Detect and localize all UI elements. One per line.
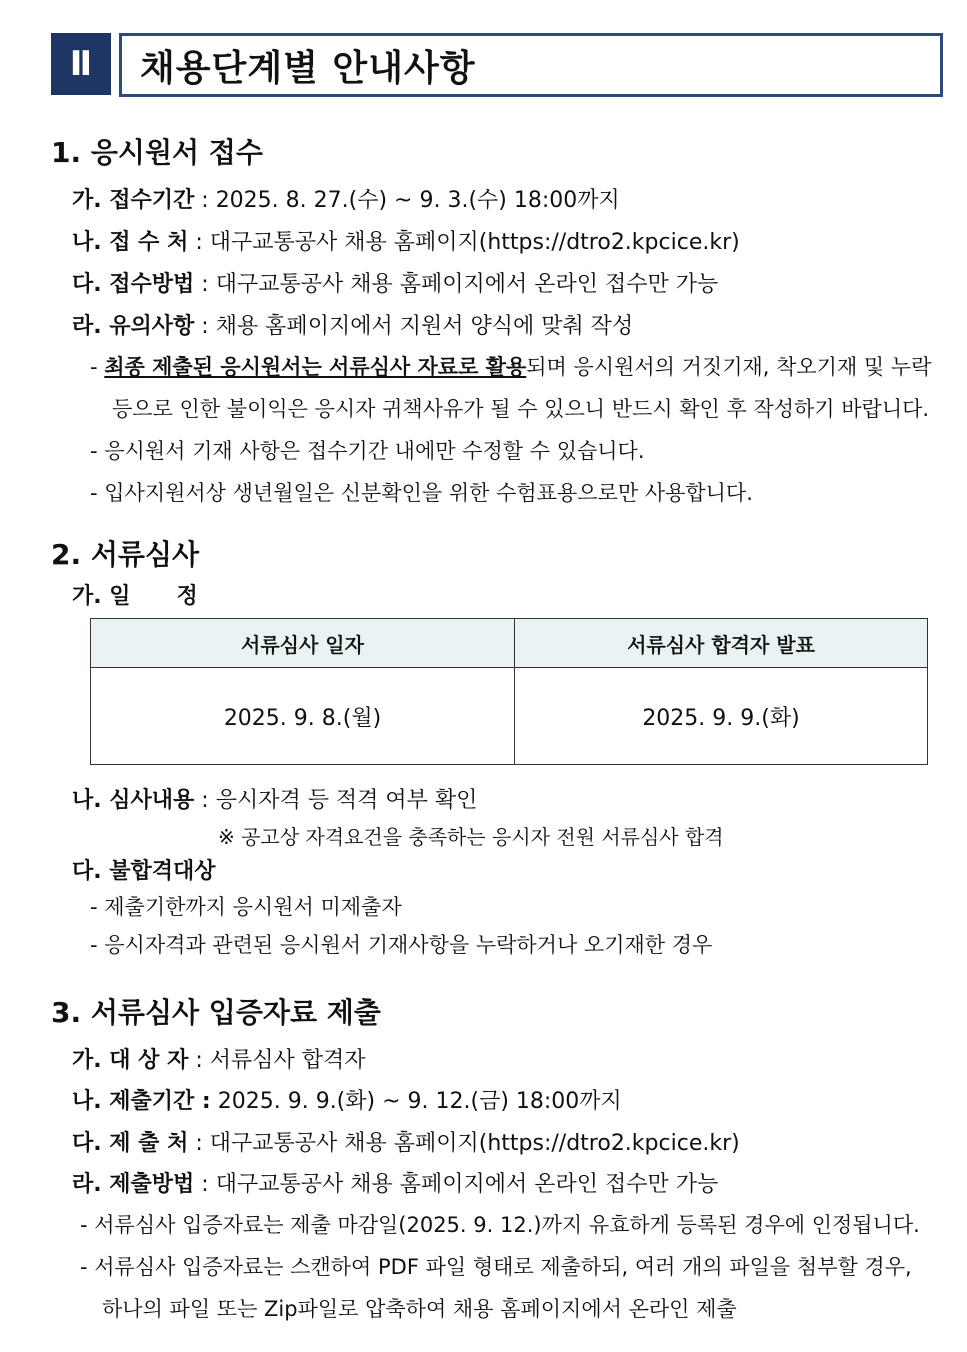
s1-bullet-1 [90, 351, 931, 381]
s1-item-notes-label: 라. 유의사항 [72, 314, 195, 339]
s1-item-method-text: 대구교통공사 채용 홈페이지에서 온라인 접수만 가능 [215, 272, 719, 297]
sep: : [188, 1048, 210, 1073]
table-header-row [91, 619, 928, 668]
s1-item-period-label: 가. 접수기간 [72, 188, 195, 213]
s3-item-period [72, 1084, 622, 1115]
s1-item-notes [72, 309, 633, 340]
s1-item-notes-text: 채용 홈페이지에서 지원서 양식에 맞춰 작성 [215, 314, 634, 339]
table-row [91, 668, 928, 765]
s2-schedule-label: 가. 일 정 [72, 584, 198, 609]
s3-heading: 3. 서류심사 입증자료 제출 [51, 996, 381, 1029]
table-header: 서류심사 합격자 발표 [515, 619, 928, 668]
s3-item-method-label: 라. 제출방법 [72, 1172, 195, 1197]
sep: : [194, 272, 216, 297]
s3-item-place-text: 대구교통공사 채용 홈페이지(https://dtro2.kpcice.kr) [209, 1131, 740, 1156]
s3-bullet-1: - 서류심사 입증자료는 제출 마감일(2025. 9. 12.)까지 유효하게 등록된 경우에 인정됩니다. [80, 1213, 920, 1237]
s2-fail-item: - 응시자격과 관련된 응시원서 기재사항을 누락하거나 오기재한 경우 [90, 933, 713, 957]
s2-content-text: 응시자격 등 적격 여부 확인 [215, 788, 478, 813]
s2-content [72, 783, 477, 814]
s3-item-method-text: 대구교통공사 채용 홈페이지에서 온라인 접수만 가능 [215, 1172, 719, 1197]
sep: : [194, 788, 216, 813]
sep: : [188, 230, 210, 255]
s3-item-target-label: 가. 대 상 자 [72, 1048, 189, 1073]
s3-item-target-text: 서류심사 합격자 [209, 1048, 366, 1073]
s1-bullet-1-emphasis: 최종 제출된 응시원서는 서류심사 자료로 활용 [104, 355, 527, 379]
s1-item-period [72, 183, 620, 214]
sep: : [194, 1172, 216, 1197]
s3-item-period-text: 2025. 9. 9.(화) ~ 9. 12.(금) 18:00까지 [217, 1089, 622, 1114]
s2-content-label: 나. 심사내용 [72, 788, 195, 813]
s1-item-place-label: 나. 접 수 처 [72, 230, 189, 255]
section-title-box [119, 33, 943, 97]
s2-fail-item: - 제출기한까지 응시원서 미제출자 [90, 895, 402, 919]
s2-content-note: ※ 공고상 자격요건을 충족하는 응시자 전원 서류심사 합격 [218, 825, 724, 849]
s3-item-target [72, 1043, 366, 1074]
s3-bullet-2: - 서류심사 입증자료는 스캔하여 PDF 파일 형태로 제출하되, 여러 개의 파일을 첨부할 경우, [80, 1255, 912, 1279]
s1-bullet-1-rest: 되며 응시원서의 거짓기재, 착오기재 및 누락 [526, 355, 932, 379]
table-cell: 2025. 9. 8.(월) [91, 668, 515, 765]
s1-item-place [72, 225, 740, 256]
table-header: 서류심사 일자 [91, 619, 515, 668]
dash: - [90, 355, 105, 379]
s3-item-place-label: 다. 제 출 처 [72, 1131, 189, 1156]
s3-bullet-2-cont: 하나의 파일 또는 Zip파일로 압축하여 채용 홈페이지에서 온라인 제출 [102, 1297, 737, 1321]
s3-item-period-label: 나. 제출기간 : [72, 1089, 211, 1114]
s1-heading: 1. 응시원서 접수 [51, 136, 263, 169]
section-title: 채용단계별 안내사항 [140, 47, 476, 89]
s3-item-method [72, 1167, 718, 1198]
table-cell: 2025. 9. 9.(화) [515, 668, 928, 765]
s1-bullet-1-cont: 등으로 인한 불이익은 응시자 귀책사유가 될 수 있으니 반드시 확인 후 작성하기 바랍니다. [112, 397, 930, 421]
s1-item-method-label: 다. 접수방법 [72, 272, 195, 297]
schedule-table [90, 618, 928, 765]
sep: : [194, 314, 216, 339]
s1-bullet-3: - 입사지원서상 생년월일은 신분확인을 위한 수험표용으로만 사용합니다. [90, 481, 753, 505]
sep [211, 1089, 218, 1114]
s1-bullet-2: - 응시원서 기재 사항은 접수기간 내에만 수정할 수 있습니다. [90, 439, 645, 463]
section-number-badge: Ⅱ [51, 33, 111, 95]
sep: : [188, 1131, 210, 1156]
s2-heading: 2. 서류심사 [51, 538, 200, 571]
s1-item-place-text: 대구교통공사 채용 홈페이지(https://dtro2.kpcice.kr) [209, 230, 740, 255]
s2-fail-label: 다. 불합격대상 [72, 859, 216, 884]
sep: : [194, 188, 216, 213]
s3-item-place [72, 1126, 740, 1157]
s1-item-period-text: 2025. 8. 27.(수) ~ 9. 3.(수) 18:00까지 [215, 188, 620, 213]
s1-item-method [72, 267, 718, 298]
